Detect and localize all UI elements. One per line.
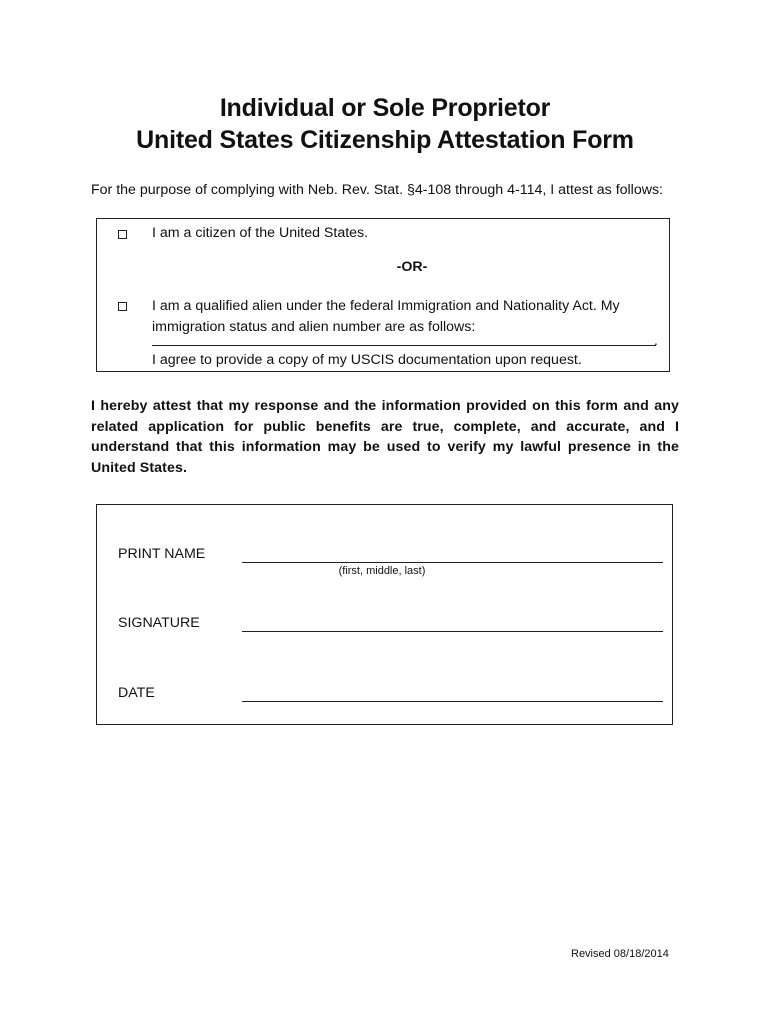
qualified-alien-checkbox[interactable] — [118, 302, 127, 311]
citizenship-options-box — [96, 218, 670, 372]
signature-field[interactable] — [242, 631, 663, 632]
or-separator: -OR- — [396, 259, 428, 275]
intro-statement: For the purpose of complying with Neb. Rev. Stat. §4-108 through 4-114, I attest as follows: — [91, 182, 664, 198]
immigration-status-blank[interactable] — [152, 345, 656, 346]
revision-date: Revised 08/18/2014 — [571, 948, 669, 960]
print-name-hint: (first, middle, last) — [338, 565, 426, 577]
citizen-option-label: I am a citizen of the United States. — [152, 225, 369, 241]
form-title-line-1: Individual or Sole Proprietor — [219, 94, 551, 122]
attestation-statement: I hereby attest that my response and the information provided on this form and any related application for public benefits are true, complete, and accurate, and I understand that this information may be used to verify my lawful presence in the United States. — [91, 398, 679, 476]
citizen-checkbox[interactable] — [118, 230, 127, 239]
blank-period: . — [654, 332, 658, 348]
date-field[interactable] — [242, 701, 663, 702]
qualified-alien-line-2: immigration status and alien number are as follows: — [152, 319, 476, 335]
qualified-alien-option-label — [152, 296, 652, 338]
form-title-line-2: United States Citizenship Attestation Form — [136, 126, 634, 154]
print-name-label: PRINT NAME — [118, 546, 206, 562]
uscis-agreement-text: I agree to provide a copy of my USCIS documentation upon request. — [152, 352, 582, 368]
signature-block — [96, 504, 673, 725]
signature-label: SIGNATURE — [118, 615, 200, 631]
print-name-field[interactable] — [242, 562, 663, 563]
qualified-alien-line-1: I am a qualified alien under the federal Immigration and Nationality Act. My — [152, 298, 620, 314]
date-label: DATE — [118, 685, 155, 701]
